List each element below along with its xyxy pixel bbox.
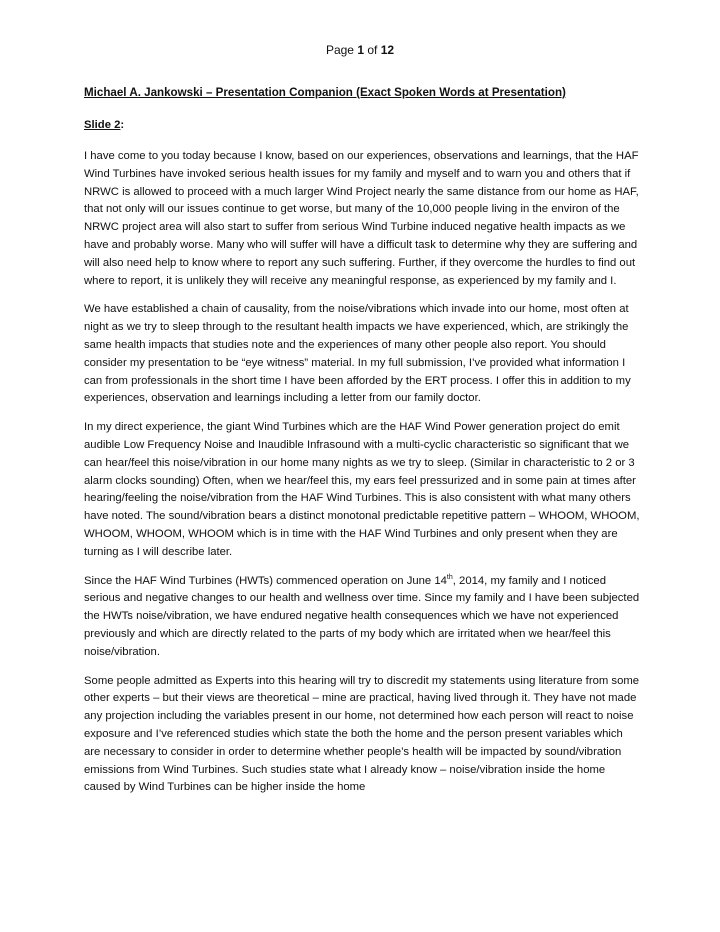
document-body	[84, 84, 640, 808]
paragraph-5: Some people admitted as Experts into this hearing will try to discredit my statements using literature from some other experts – but their views are theoretical – mine are practical, having lived through it. They have not made any projection including the variables present in our home, not determined how each person will react to noise exposure and I’ve referenced studies which state the both the home and the person present variables which are necessary to consider in order to determine whether people’s health will be impacted by sound/vibration emissions from Wind Turbines. Such studies state what I already know – noise/vibration inside the home caused by Wind Turbines can be higher inside the home	[84, 674, 640, 794]
slide-heading	[84, 116, 640, 134]
slide-label: Slide 2	[84, 119, 121, 131]
page-number-current: 1	[357, 43, 364, 57]
slide-colon: :	[120, 119, 125, 131]
ordinal-suffix: th	[446, 573, 453, 581]
page-number-of: of	[364, 43, 381, 57]
page-number-prefix: Page	[325, 43, 358, 57]
paragraph-3: In my direct experience, the giant Wind Turbines which are the HAF Wind Power generation project do emit audible Low Frequency Noise and Inaudible Infrasound with a multi-cyclic characteristic so significant that we can hear/feel this noise/vibration in our home many nights as we try to sleep. (Similar in characteristic to 2 or 3 alarm clocks sounding) Often, when we hear/feel this, my ears feel pressurized and in some pain at times after hearing/feeling the noise/vibration from the HAF Wind Turbines. This is also consistent with what many others have noted. The sound/vibration bears a distinct monotonal predictable repetitive pattern – WHOOM, WHOOM, WHOOM, WHOOM, WHOOM which is in time with the HAF Wind Turbines and only present when they are turning as I will describe later.	[84, 421, 640, 558]
paragraph-4	[84, 573, 640, 662]
paragraph-1: I have come to you today because I know, based on our experiences, observations and learnings, that the HAF Wind Turbines have invoked serious health issues for my family and myself and to warn you and others that if NRWC is allowed to proceed with a much larger Wind Project nearly the same distance from our home as HAF, that not only will our issues continue to get worse, but many of the 10,000 people living in the environ of the NRWC project area will also start to suffer from serious Wind Turbine induced negative health impacts as we have and probably worse. Many who will suffer will have a difficult task to determine why they are suffering and will also need help to know where to report any such suffering. Further, if they overcome the hurdles to find out where to report, it is unlikely they will receive any meaningful response, as experienced by my family and I.	[84, 150, 639, 287]
page-number-total: 12	[380, 43, 395, 57]
paragraph-2: We have established a chain of causality, from the noise/vibrations which invade into our home, most often at night as we try to sleep through to the resultant health impacts we have experienced, which, are strikingly the same health impacts that studies note and the experiences of many other people also report. You should consider my presentation to be “eye witness” material. In my full submission, I’ve provided what information I can from professionals in the short time I have been afforded by the ERT process. I offer this in addition to my experiences, observation and learnings including a letter from our family doctor.	[84, 303, 631, 405]
paragraph-4-end: , 2014, my family and I noticed serious and negative changes to our health and wellness over time. Since my family and I have been subjected the HWTs noise/vibration, we have endured negative health consequences which we have not experienced previously and which are directly related to the parts of my body which are irritated when we hear/feel this noise/vibration.	[84, 574, 640, 658]
paragraph-4-start: Since the HAF Wind Turbines (HWTs) commenced operation on June 14	[84, 574, 447, 587]
page-number	[0, 42, 720, 58]
document-title: Michael A. Jankowski – Presentation Companion (Exact Spoken Words at Presentation)	[84, 86, 566, 99]
